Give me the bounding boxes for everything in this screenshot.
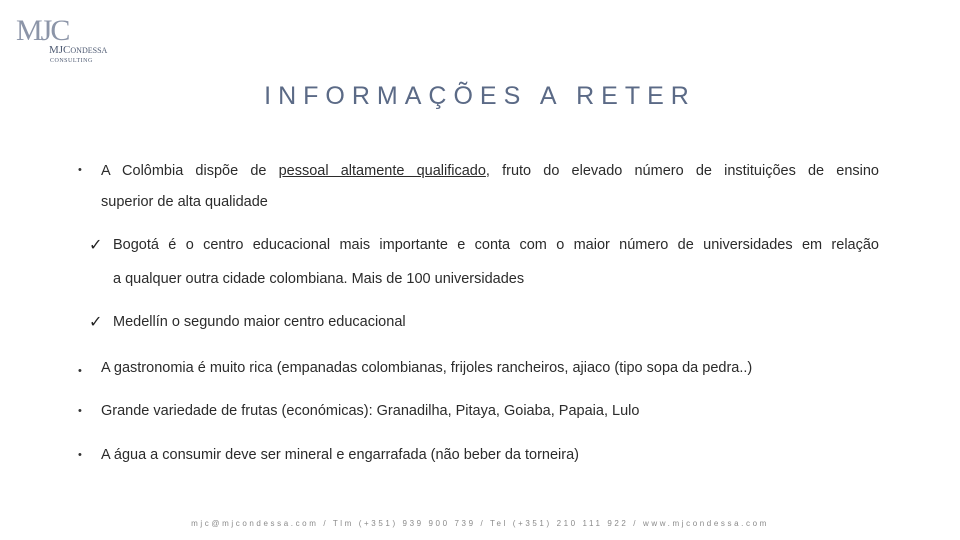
footer-contact: mjc@mjcondessa.com / Tlm (+351) 939 900 739 / Tel (+351) 210 111 922 / www.mjcondessa.com <box>191 519 769 528</box>
bullet-item-1-line2: superior de alta qualidade <box>101 194 268 210</box>
bullet-icon: • <box>78 365 82 377</box>
bullet-item-1-text-post: , fruto do elevado número de instituições de ensino <box>485 163 879 179</box>
bullet-item-1-line1 <box>101 155 879 188</box>
bullet-icon: • <box>78 405 82 417</box>
bullet-icon: • <box>78 449 82 461</box>
bullet-item-2: A gastronomia é muito rica (empanadas colombianas, frijoles rancheiros, ajiaco (tipo sopa da pedra..) <box>101 360 753 376</box>
bullet-item-1-highlight: pessoal altamente qualificado <box>278 163 486 179</box>
check-item-2: Medellín o segundo maior centro educacional <box>113 314 406 330</box>
logo-mark: MJC <box>16 14 69 47</box>
bullet-item-1-text-pre: A Colômbia dispõe de <box>101 163 279 179</box>
checkmark-icon: ✓ <box>89 314 103 331</box>
bullet-icon: • <box>78 164 82 176</box>
logo-name: MJCondessa <box>49 44 108 56</box>
bullet-item-4: A água a consumir deve ser mineral e engarrafada (não beber da torneira) <box>101 447 579 463</box>
check-item-1-line2: a qualquer outra cidade colombiana. Mais de 100 universidades <box>113 271 525 287</box>
check-item-1-line1: Bogotá é o centro educacional mais importante e conta com o maior número de universidades em relação <box>113 237 879 253</box>
slide-title: INFORMAÇÕES A RETER <box>264 82 696 110</box>
checkmark-icon: ✓ <box>89 237 103 254</box>
bullet-item-3: Grande variedade de frutas (económicas): Granadilha, Pitaya, Goiaba, Papaia, Lulo <box>101 403 640 419</box>
logo-subtitle: CONSULTING <box>50 58 93 64</box>
company-logo <box>16 14 126 74</box>
